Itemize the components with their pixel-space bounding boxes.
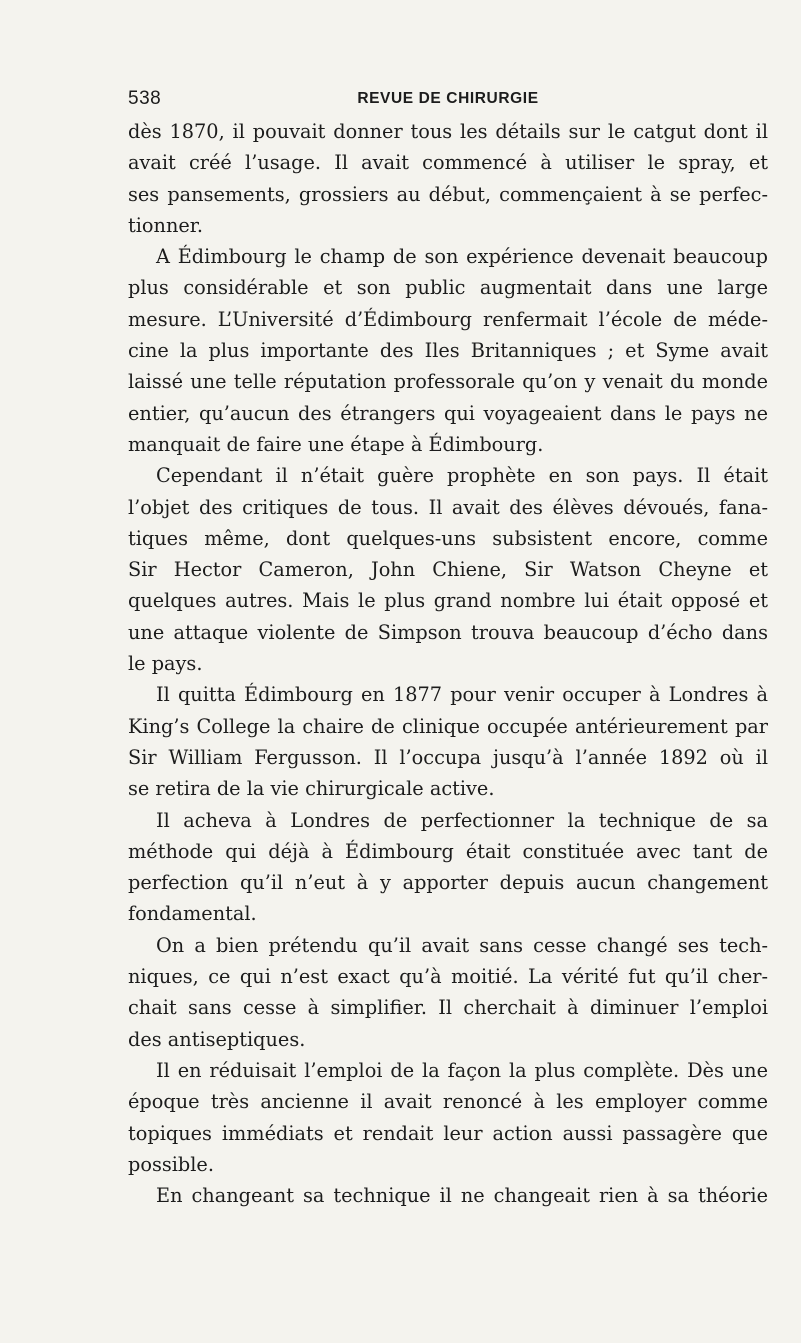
text-line: On a bien prétendu qu’il avait sans cesse changé ses tech- — [156, 933, 768, 957]
text-line: Sir Hector Cameron, John Chiene, Sir Watson Cheyne et — [128, 558, 768, 582]
text-line: plus considérable et son public augmentait dans une large — [128, 276, 768, 300]
text-line: époque très ancienne il avait renoncé à les employer comme — [128, 1090, 768, 1114]
text-line: tionner. — [128, 213, 203, 237]
text-line: mesure. L’Université d’Édimbourg renfermait l’école de méde- — [128, 307, 768, 331]
text-line: Sir William Fergusson. Il l’occupa jusqu’à l’année 1892 où il — [128, 745, 768, 769]
text-line: Il quitta Édimbourg en 1877 pour venir occuper à Londres à — [156, 683, 768, 707]
text-line: cine la plus importante des Iles Britanniques ; et Syme avait — [128, 339, 768, 363]
text-line: perfection qu’il n’eut à y apporter depuis aucun changement — [128, 871, 768, 895]
running-head — [128, 88, 768, 112]
text-line: chait sans cesse à simplifier. Il cherchait à diminuer l’emploi — [128, 996, 768, 1020]
text-line: manquait de faire une étape à Édimbourg. — [128, 432, 544, 456]
text-line: méthode qui déjà à Édimbourg était constituée avec tant de — [128, 839, 768, 863]
text-line: King’s College la chaire de clinique occupée antérieurement par — [128, 714, 768, 738]
text-line: avait créé l’usage. Il avait commencé à utiliser le spray, et — [128, 151, 768, 175]
text-line: Il acheva à Londres de perfectionner la technique de sa — [156, 808, 768, 832]
text-line: des antiseptiques. — [128, 1027, 306, 1051]
text-line: une attaque violente de Simpson trouva beaucoup d’écho dans — [128, 620, 768, 644]
text-line: quelques autres. Mais le plus grand nombre lui était opposé et — [128, 589, 768, 613]
text-line: Cependant il n’était guère prophète en son pays. Il était — [156, 464, 768, 488]
journal-title: REVUE DE CHIRURGIE — [357, 90, 539, 107]
text-line: topiques immédiats et rendait leur action aussi passagère que — [128, 1121, 768, 1145]
text-line: possible. — [128, 1152, 214, 1176]
text-line: le pays. — [128, 652, 203, 676]
text-line: tiques même, dont quelques-uns subsistent encore, comme — [128, 526, 768, 550]
text-line: A Édimbourg le champ de son expérience devenait beaucoup — [156, 245, 768, 269]
text-line: entier, qu’aucun des étrangers qui voyageaient dans le pays ne — [128, 401, 768, 425]
text-line: niques, ce qui n’est exact qu’à moitié. La vérité fut qu’il cher- — [128, 965, 768, 989]
text-line: Il en réduisait l’emploi de la façon la plus complète. Dès une — [156, 1058, 768, 1082]
text-line: ses pansements, grossiers au début, commençaient à se perfec- — [128, 182, 768, 206]
text-line: En changeant sa technique il ne changeait rien à sa théorie — [156, 1184, 768, 1208]
text-line: se retira de la vie chirurgicale active. — [128, 777, 495, 801]
text-line: l’objet des critiques de tous. Il avait des élèves dévoués, fana- — [128, 495, 768, 519]
text-line: fondamental. — [128, 902, 257, 926]
text-line: dès 1870, il pouvait donner tous les détails sur le catgut dont il — [128, 120, 768, 143]
text-line: laissé une telle réputation professorale qu’on y venait du monde — [128, 370, 768, 394]
page-number: 538 — [128, 88, 162, 109]
body-text — [128, 116, 768, 1211]
